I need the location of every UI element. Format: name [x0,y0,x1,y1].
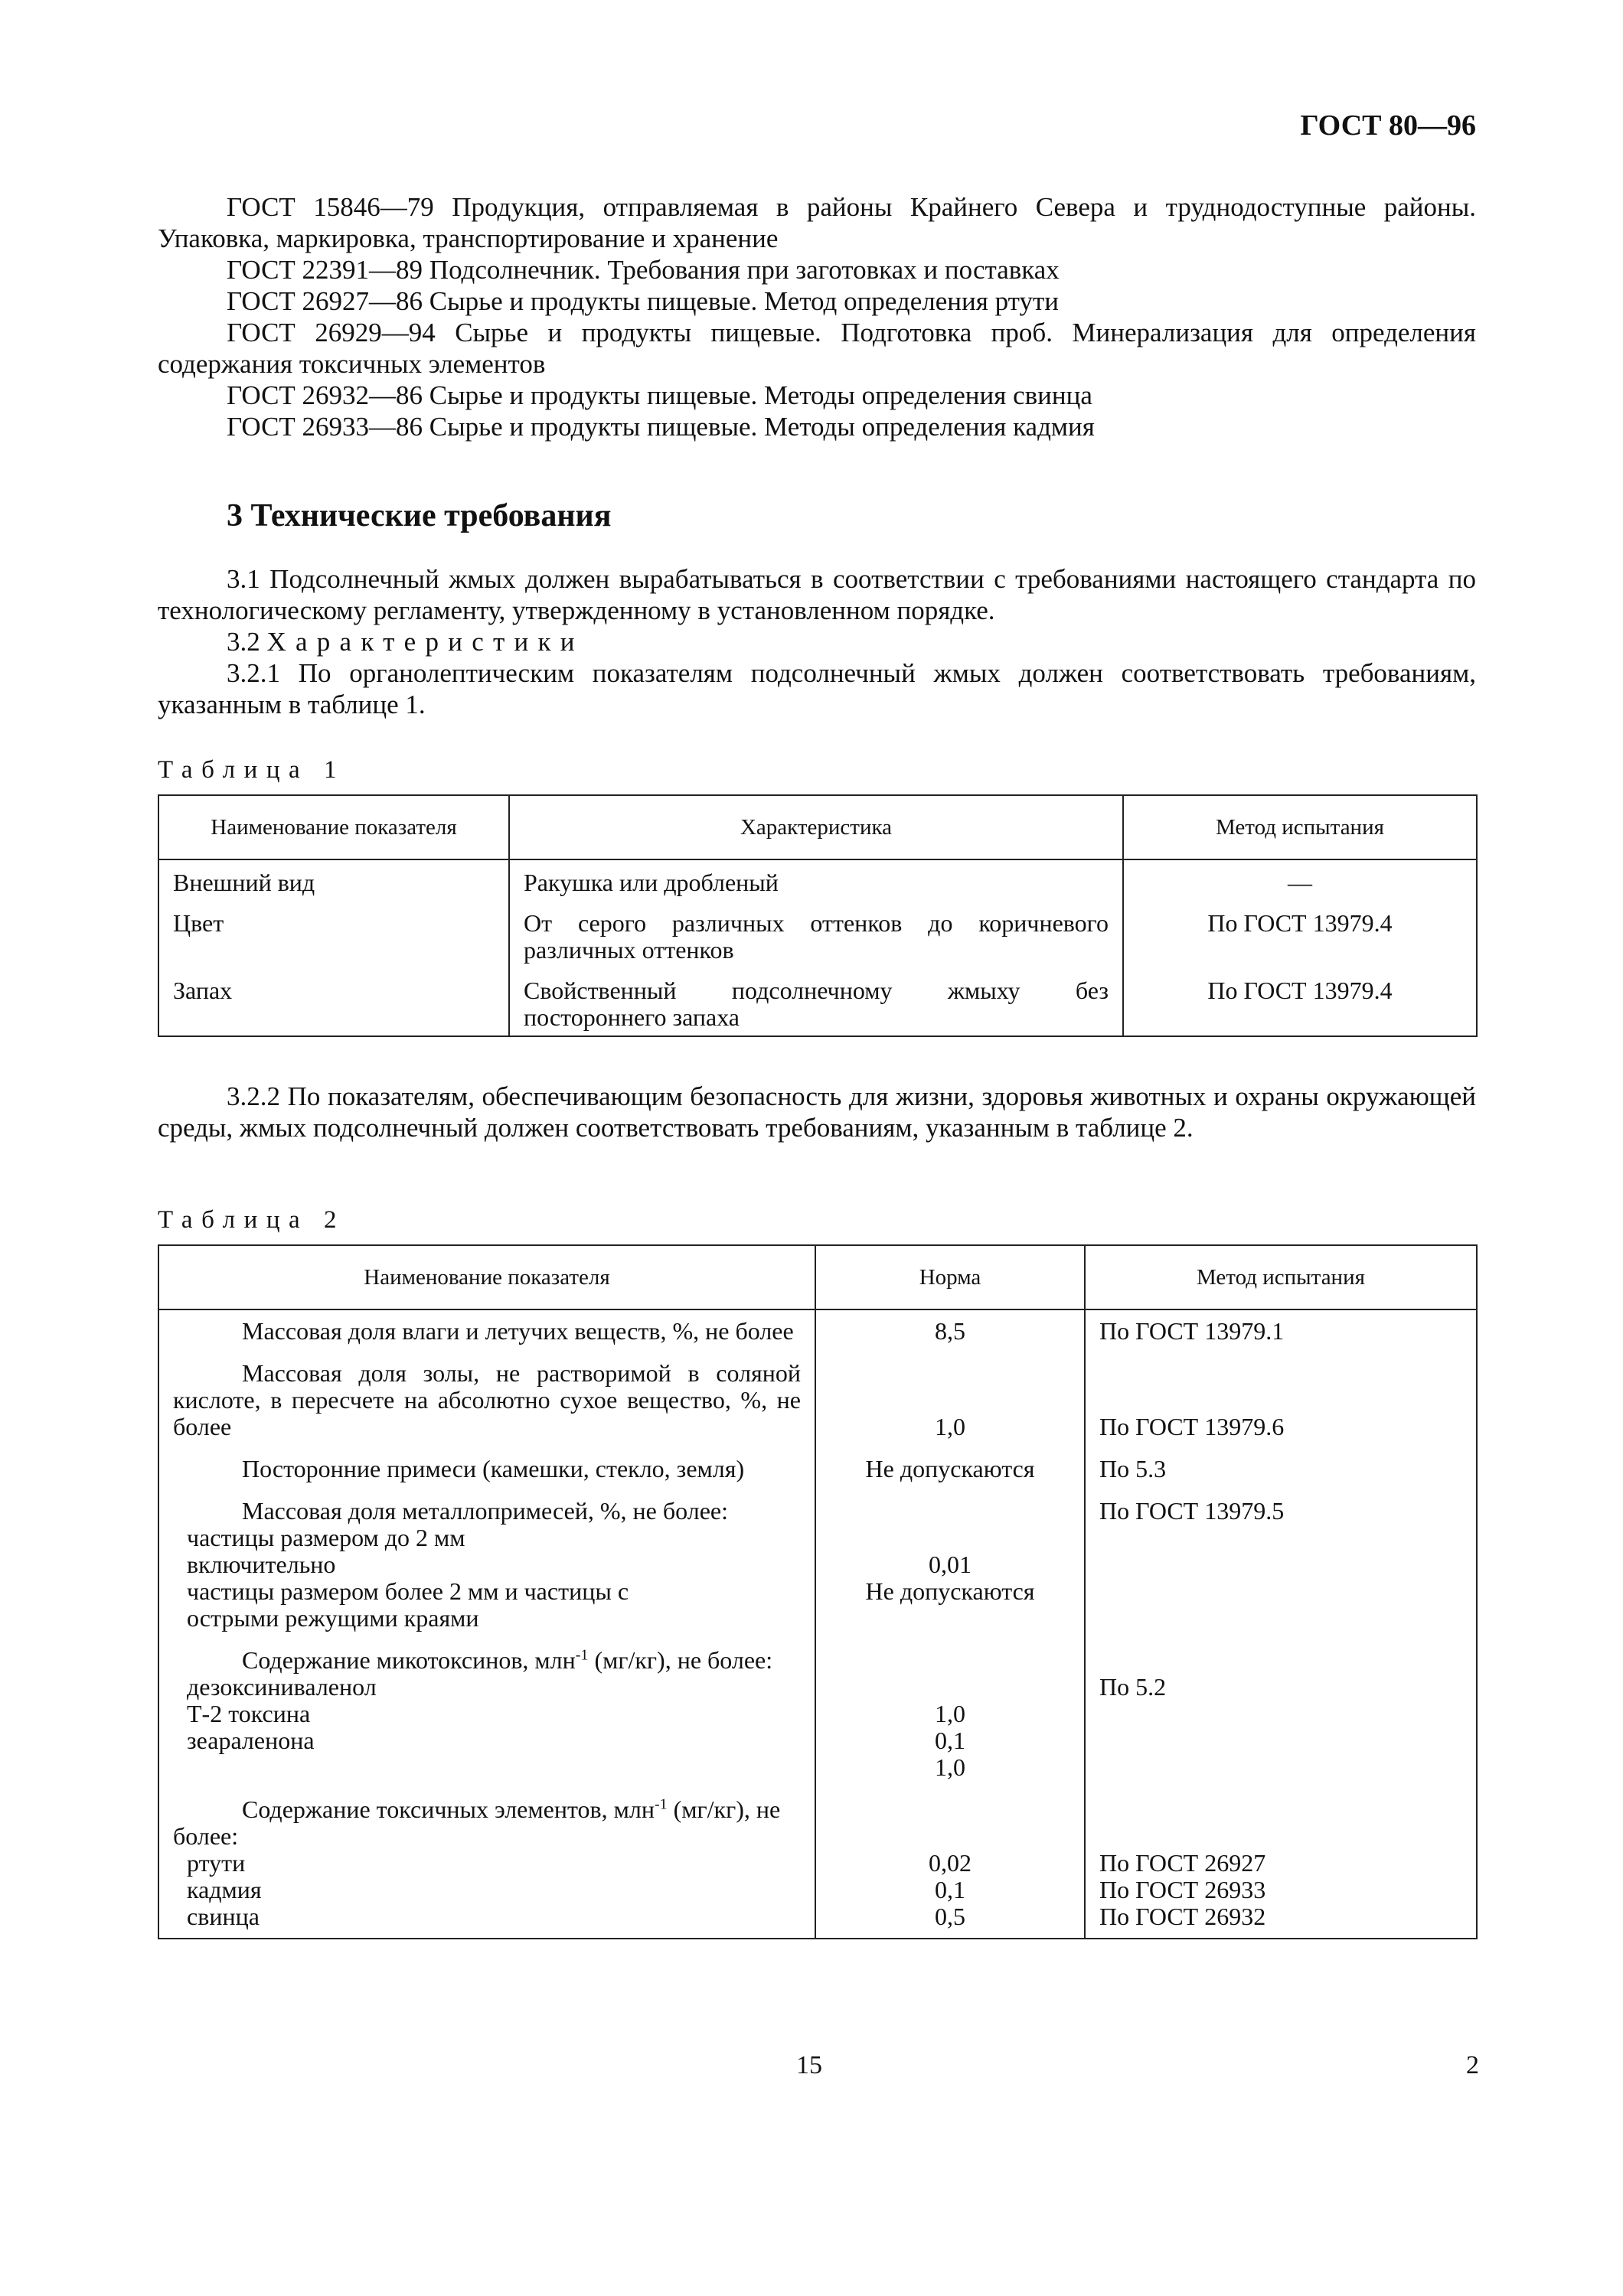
row-subitem: ртути [187,1849,246,1877]
table-row [158,968,1477,1036]
row-subitem: кадмия [187,1876,262,1903]
page-number: 15 [796,2051,822,2079]
table-cell: По 5.3 [1085,1448,1477,1490]
section-heading: 3 Технические требования [227,498,612,533]
table-cell: Массовая доля влаги и летучих веществ, %, не более [158,1309,815,1352]
reference-item: ГОСТ 26929—94 Сырье и продукты пищевые. Подготовка проб. Минерализация для определения содержания токсичных элементов [158,318,1476,379]
subitem-method: По ГОСТ 26933 [1099,1876,1266,1903]
row-title: Содержание токсичных элементов, млн$^{-1}$ (мг/кг), не более: [173,1795,781,1850]
reference-item: ГОСТ 26933—86 Сырье и продукты пищевые. Методы определения кадмия [227,412,1095,442]
subitem-norm: 0,1 [935,1876,965,1903]
table-row [158,1352,1477,1448]
table-cell: По ГОСТ 13979.5 [1085,1490,1477,1639]
table-1-caption: Таблица 1 [158,756,346,784]
table-cell: 1,0 [815,1352,1085,1448]
table-1-header-cell: Метод испытания [1123,795,1477,859]
table-cell: По ГОСТ 13979.4 [1123,968,1477,1036]
table-cell: Посторонние примеси (камешки, стекло, земля) [158,1448,815,1490]
table-cell: 8,5 [815,1309,1085,1352]
subitem-norm: 1,0 [935,1700,965,1727]
table-cell: Не допускаются [815,1448,1085,1490]
subitem-method: По ГОСТ 26927 [1099,1849,1266,1877]
reference-item: ГОСТ 26932—86 Сырье и продукты пищевые. Методы определения свинца [227,380,1092,410]
document-code: ГОСТ 80—96 [1300,109,1476,142]
row-method: По 5.2 [1099,1673,1167,1701]
table-cell: Внешний вид [158,859,509,901]
section-3-text [158,563,1476,720]
row-subitem: свинца [187,1903,260,1930]
table-row [158,901,1477,968]
table-cell: По ГОСТ 13979.1 [1085,1309,1477,1352]
paragraph-3-2-2: 3.2.2 По показателям, обеспечивающим безопасность для жизни, здоровья животных и охраны окружающей среды, жмых подсолнечный должен соответствовать требованиям, указанным в таблице 2. [158,1081,1476,1143]
table-cell: Свойственный подсолнечному жмыху без постороннего запаха [509,968,1123,1036]
paragraph-3-2-1: 3.2.1 По органолептическим показателям подсолнечный жмых должен соответствовать требованиям, указанным в таблице 1. [158,658,1476,719]
table-row [158,1789,1477,1939]
table-cell: Массовая доля золы, не растворимой в соляной кислоте, в пересчете на абсолютно сухое вещество, %, не более [158,1352,815,1448]
table-cell [158,1490,815,1639]
reference-item: ГОСТ 15846—79 Продукция, отправляемая в районы Крайнего Севера и труднодоступные районы. Упаковка, маркировка, транспортирование и хранение [158,192,1476,253]
table-row [158,1639,1477,1789]
table-1-header-cell: Характеристика [509,795,1123,859]
row-subitem: частицы размером до 2 мм включительно [187,1524,465,1578]
subitem-norm: 0,02 [929,1849,972,1877]
row-subitem: дезоксиниваленол [187,1673,377,1701]
paragraph-3-2-number: 3.2 [227,627,260,657]
paragraph-3-2 [158,626,1476,657]
table-cell [1085,1639,1477,1789]
table-cell [815,1789,1085,1939]
table-row [158,1309,1477,1352]
table-1-header-cell: Наименование показателя [158,795,509,859]
subitem-norm: 1,0 [935,1753,965,1781]
table-cell: По ГОСТ 13979.4 [1123,901,1477,968]
subitem-norm: Не допускаются [865,1577,1035,1605]
table-cell [815,1490,1085,1639]
table-row [158,859,1477,901]
subitem-norm: 0,01 [929,1551,972,1578]
paragraph-3-2-title: Характеристики [266,627,584,657]
subitem-method: По ГОСТ 26932 [1099,1903,1266,1930]
table-cell: От серого различных оттенков до коричневого различных оттенков [509,901,1123,968]
table-row [158,1448,1477,1490]
table-cell [158,1639,815,1789]
table-2 [158,1244,1478,1939]
table-cell: — [1123,859,1477,901]
table-row [158,1490,1477,1639]
section-3-text-2 [158,1081,1476,1143]
table-2-header-cell: Метод испытания [1085,1245,1477,1309]
table-cell [158,1789,815,1939]
row-subitem: частицы размером более 2 мм и частицы с острыми режущими краями [187,1577,629,1632]
table-cell: Цвет [158,901,509,968]
reference-item: ГОСТ 22391—89 Подсолнечник. Требования при заготовках и поставках [227,255,1060,285]
table-cell: Ракушка или дробленый [509,859,1123,901]
table-2-caption: Таблица 2 [158,1206,346,1234]
table-cell [815,1639,1085,1789]
normative-references [158,191,1476,442]
row-title: Массовая доля металлопримесей, %, не более: [242,1497,728,1525]
sheet-number: 2 [1466,2051,1479,2079]
row-title: Содержание микотоксинов, млн$^{-1}$ (мг/кг), не более: [242,1646,773,1674]
table-cell: Запах [158,968,509,1036]
table-cell [1085,1789,1477,1939]
table-2-header-cell: Наименование показателя [158,1245,815,1309]
row-subitem: Т-2 токсина [187,1700,311,1727]
subitem-norm: 0,5 [935,1903,965,1930]
table-cell: По ГОСТ 13979.6 [1085,1352,1477,1448]
paragraph-3-1: 3.1 Подсолнечный жмых должен вырабатываться в соответствии с требованиями настоящего стандарта по технологическому регламенту, утвержденному в установленном порядке. [158,564,1476,625]
row-subitem: зеараленона [187,1727,315,1754]
table-2-header-cell: Норма [815,1245,1085,1309]
table-1 [158,794,1478,1037]
reference-item: ГОСТ 26927—86 Сырье и продукты пищевые. Метод определения ртути [227,286,1059,316]
subitem-norm: 0,1 [935,1727,965,1754]
